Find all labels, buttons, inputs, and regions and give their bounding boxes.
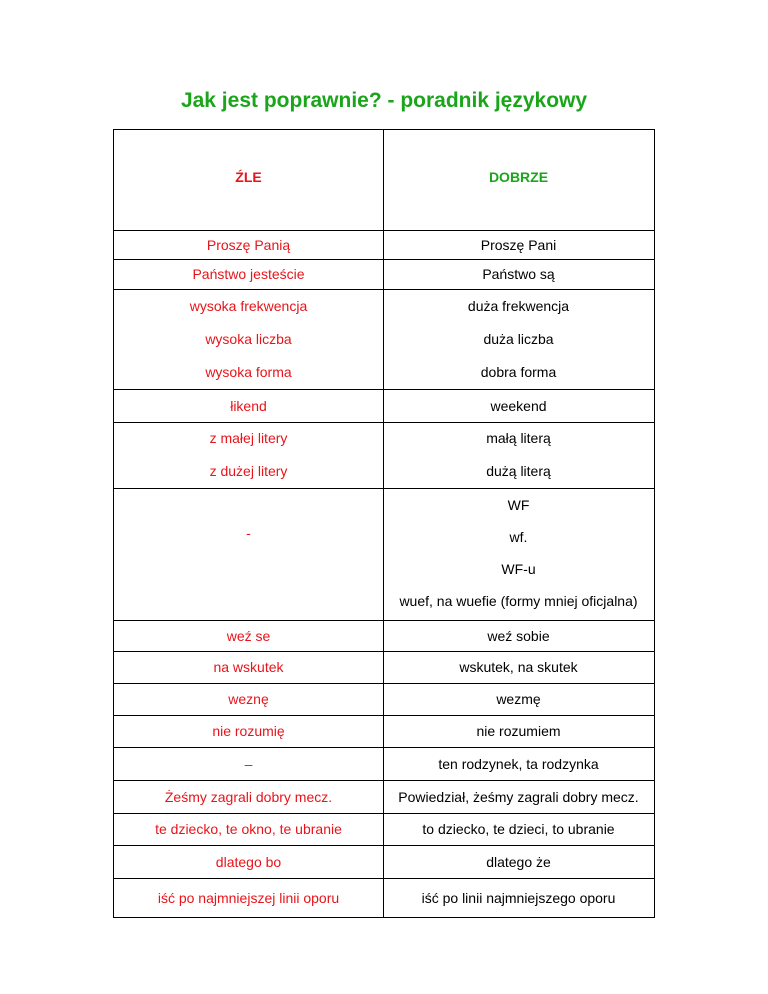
table-row	[114, 454, 654, 489]
bad-form: nie rozumię	[114, 716, 384, 747]
bad-form: z małej litery	[114, 423, 384, 454]
good-form: nie rozumiem	[476, 723, 561, 739]
good-form: Proszę Pani	[480, 236, 557, 253]
table-row	[114, 748, 654, 781]
table-row	[114, 814, 654, 846]
header-bad: ŹLE	[114, 130, 384, 230]
bad-form: wysoka forma	[114, 356, 384, 389]
bad-form: Żeśmy zagrali dobry mecz.	[114, 781, 384, 813]
good-form: duża liczba	[483, 331, 554, 347]
table-header-row	[114, 130, 654, 231]
bad-form: -	[114, 489, 384, 620]
bad-form: weznę	[114, 684, 384, 715]
page-title: Jak jest poprawnie? - poradnik językowy	[180, 89, 588, 112]
table-row	[114, 846, 654, 879]
good-form: Państwo są	[482, 266, 555, 282]
table-row	[114, 879, 654, 918]
good-form-item: wuef, na wuefie (formy mniej oficjalna)	[399, 593, 638, 609]
good-form-item: WF-u	[501, 561, 536, 577]
good-form: małą literą	[486, 430, 551, 446]
bad-form: weź se	[114, 621, 384, 651]
table-row	[114, 652, 654, 684]
table-row	[114, 260, 654, 290]
bad-form: iść po najmniejszej linii oporu	[114, 879, 384, 917]
table-row	[114, 423, 654, 454]
good-form: to dziecko, te dzieci, to ubranie	[422, 821, 615, 837]
table-row	[114, 781, 654, 814]
table-row	[114, 716, 654, 748]
bad-form: wysoka liczba	[114, 323, 384, 356]
bad-form: łikend	[114, 390, 384, 422]
bad-form: –	[114, 748, 384, 780]
table-row	[114, 356, 654, 390]
good-form: weekend	[490, 397, 547, 414]
good-form: iść po linii najmniejszego oporu	[421, 889, 616, 906]
good-form: dobra forma	[480, 364, 557, 380]
good-form-list	[384, 489, 653, 620]
good-form: ten rodzynek, ta rodzynka	[438, 755, 599, 772]
bad-form: dlatego bo	[114, 846, 384, 878]
comparison-table	[113, 129, 655, 918]
bad-form: z dużej litery	[114, 454, 384, 488]
good-form: duża frekwencja	[467, 298, 570, 314]
good-form: dlatego że	[486, 853, 551, 870]
good-form: Powiedział, żeśmy zagrali dobry mecz.	[398, 788, 639, 805]
table-row	[114, 290, 654, 323]
bad-form: Państwo jesteście	[114, 260, 384, 289]
bad-form: te dziecko, te okno, te ubranie	[114, 814, 384, 845]
table-row	[114, 621, 654, 652]
good-form-item: wf.	[509, 529, 528, 545]
table-row-wf	[114, 489, 654, 621]
table-row	[114, 231, 654, 260]
table-row	[114, 323, 654, 356]
good-form: wezmę	[496, 691, 541, 707]
header-good: DOBRZE	[488, 168, 549, 185]
table-row	[114, 390, 654, 423]
table-row	[114, 684, 654, 716]
bad-form: Proszę Panią	[114, 231, 384, 259]
bad-form: wysoka frekwencja	[114, 290, 384, 323]
good-form-item: WF	[507, 497, 530, 513]
good-form: weź sobie	[487, 627, 550, 644]
good-form: wskutek, na skutek	[459, 659, 578, 675]
good-form: dużą literą	[486, 462, 551, 479]
bad-form: na wskutek	[114, 652, 384, 683]
